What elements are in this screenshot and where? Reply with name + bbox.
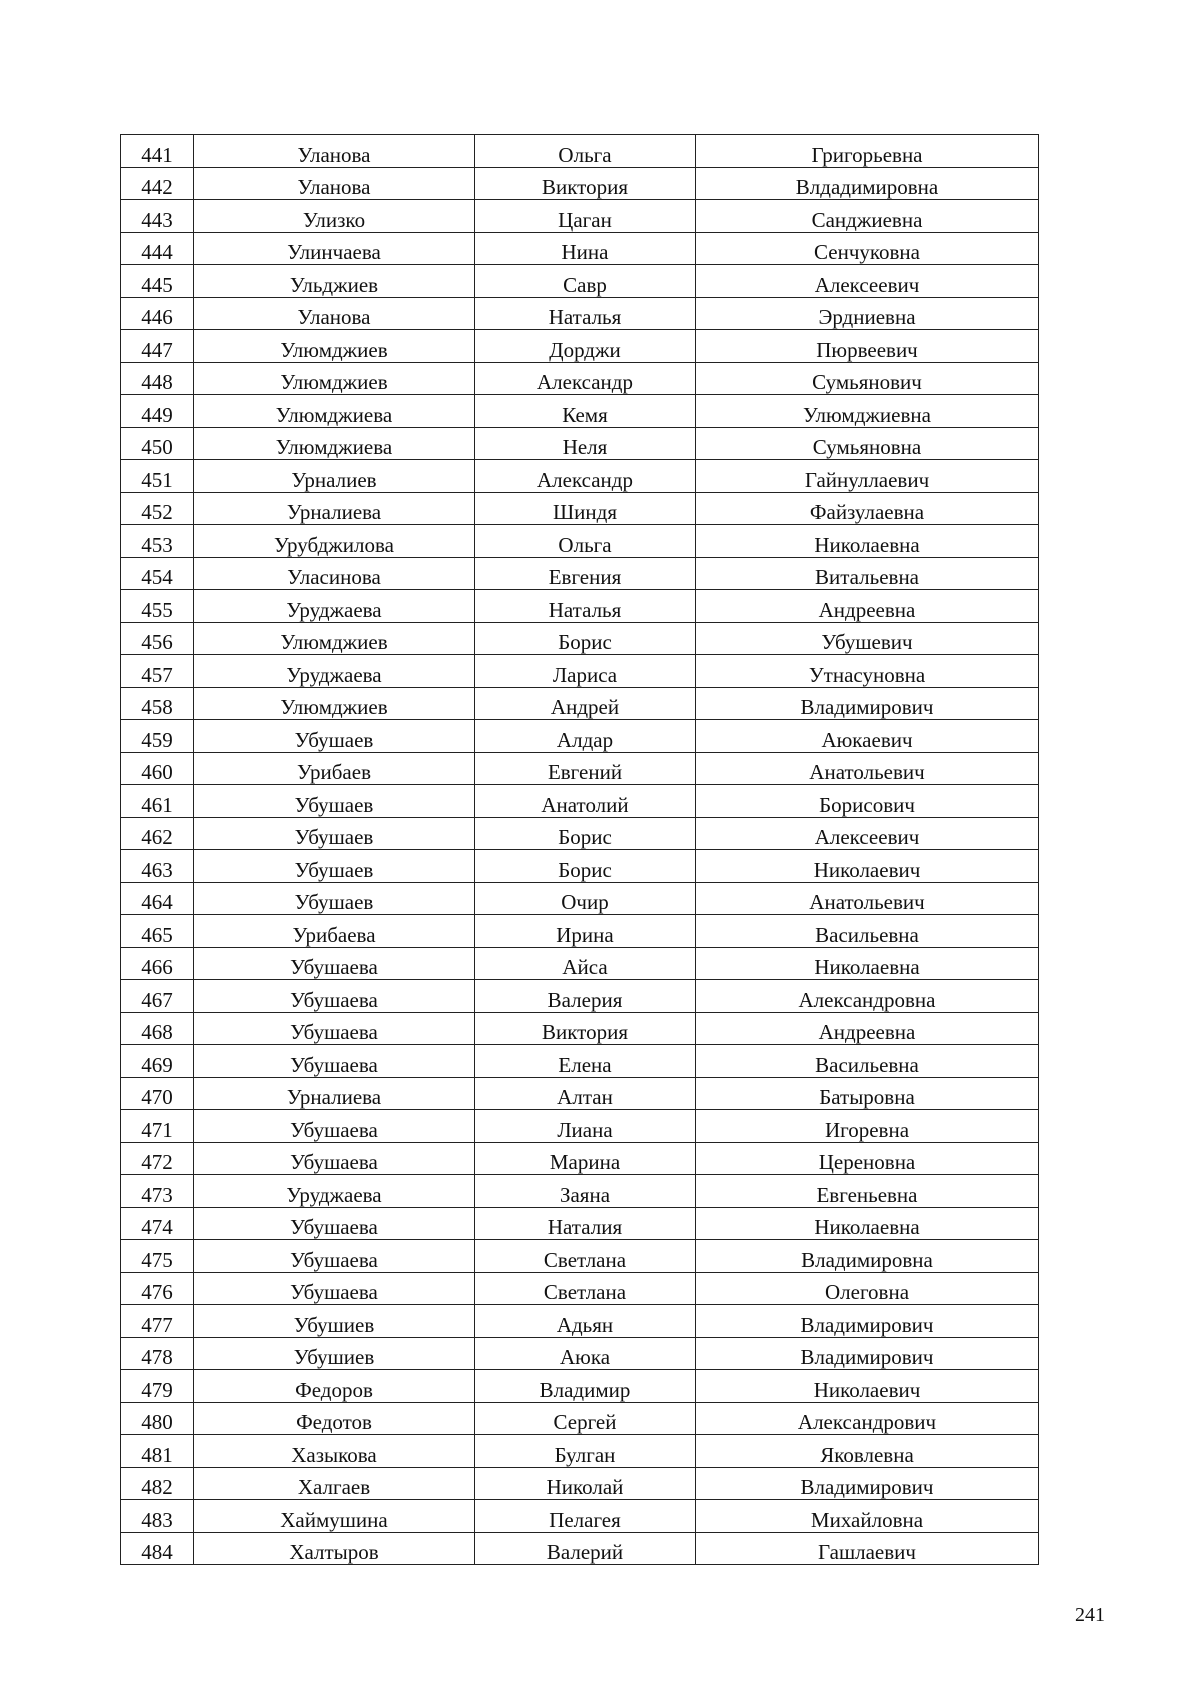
patronymic-cell: Улюмджиевна (696, 395, 1039, 428)
first-name-cell: Кемя (475, 395, 696, 428)
first-name-cell: Лариса (475, 655, 696, 688)
table-row (121, 1142, 1039, 1175)
table-row (121, 817, 1039, 850)
patronymic-cell: Николаевич (696, 850, 1039, 883)
patronymic-cell: Александровна (696, 980, 1039, 1013)
row-number-cell: 441 (121, 135, 194, 168)
table-row (121, 1500, 1039, 1533)
table-row (121, 947, 1039, 980)
first-name-cell: Лиана (475, 1110, 696, 1143)
row-number-cell: 454 (121, 557, 194, 590)
row-number-cell: 453 (121, 525, 194, 558)
row-number-cell: 452 (121, 492, 194, 525)
table-row (121, 557, 1039, 590)
first-name-cell: Марина (475, 1142, 696, 1175)
patronymic-cell: Евгеньевна (696, 1175, 1039, 1208)
patronymic-cell: Аюкаевич (696, 720, 1039, 753)
roster-table-body (121, 135, 1039, 1565)
first-name-cell: Булган (475, 1435, 696, 1468)
patronymic-cell: Андреевна (696, 1012, 1039, 1045)
table-row (121, 590, 1039, 623)
row-number-cell: 451 (121, 460, 194, 493)
row-number-cell: 443 (121, 200, 194, 233)
first-name-cell: Валерия (475, 980, 696, 1013)
first-name-cell: Ирина (475, 915, 696, 948)
patronymic-cell: Борисович (696, 785, 1039, 818)
row-number-cell: 476 (121, 1272, 194, 1305)
last-name-cell: Убушаева (194, 1012, 475, 1045)
patronymic-cell: Михайловна (696, 1500, 1039, 1533)
last-name-cell: Халтыров (194, 1532, 475, 1565)
row-number-cell: 468 (121, 1012, 194, 1045)
row-number-cell: 470 (121, 1077, 194, 1110)
row-number-cell: 466 (121, 947, 194, 980)
first-name-cell: Светлана (475, 1240, 696, 1273)
row-number-cell: 446 (121, 297, 194, 330)
last-name-cell: Улюмджиева (194, 427, 475, 460)
table-row (121, 232, 1039, 265)
patronymic-cell: Сенчуковна (696, 232, 1039, 265)
last-name-cell: Убушаева (194, 1240, 475, 1273)
first-name-cell: Дорджи (475, 330, 696, 363)
table-row (121, 1012, 1039, 1045)
patronymic-cell: Анатольевич (696, 752, 1039, 785)
last-name-cell: Халгаев (194, 1467, 475, 1500)
row-number-cell: 473 (121, 1175, 194, 1208)
table-row (121, 297, 1039, 330)
last-name-cell: Улюмджиев (194, 330, 475, 363)
last-name-cell: Хаймушина (194, 1500, 475, 1533)
patronymic-cell: Яковлевна (696, 1435, 1039, 1468)
table-row (121, 167, 1039, 200)
row-number-cell: 445 (121, 265, 194, 298)
table-row (121, 492, 1039, 525)
row-number-cell: 456 (121, 622, 194, 655)
first-name-cell: Борис (475, 622, 696, 655)
last-name-cell: Урналиева (194, 1077, 475, 1110)
row-number-cell: 475 (121, 1240, 194, 1273)
row-number-cell: 462 (121, 817, 194, 850)
last-name-cell: Убушаева (194, 1142, 475, 1175)
last-name-cell: Убушаев (194, 720, 475, 753)
first-name-cell: Борис (475, 850, 696, 883)
last-name-cell: Убушаев (194, 817, 475, 850)
last-name-cell: Урналиева (194, 492, 475, 525)
last-name-cell: Убушаева (194, 1207, 475, 1240)
row-number-cell: 442 (121, 167, 194, 200)
last-name-cell: Урубджилова (194, 525, 475, 558)
row-number-cell: 448 (121, 362, 194, 395)
table-row (121, 1110, 1039, 1143)
last-name-cell: Убушаева (194, 1110, 475, 1143)
table-row (121, 1175, 1039, 1208)
table-row (121, 1402, 1039, 1435)
table-row (121, 980, 1039, 1013)
table-row (121, 1467, 1039, 1500)
row-number-cell: 474 (121, 1207, 194, 1240)
first-name-cell: Алдар (475, 720, 696, 753)
table-row (121, 785, 1039, 818)
last-name-cell: Уланова (194, 297, 475, 330)
patronymic-cell: Владимирович (696, 1337, 1039, 1370)
last-name-cell: Уланова (194, 135, 475, 168)
table-row (121, 1370, 1039, 1403)
first-name-cell: Аюка (475, 1337, 696, 1370)
patronymic-cell: Гайнуллаевич (696, 460, 1039, 493)
first-name-cell: Айса (475, 947, 696, 980)
page-number: 241 (1075, 1604, 1105, 1626)
patronymic-cell: Васильевна (696, 915, 1039, 948)
table-row (121, 525, 1039, 558)
table-row (121, 1305, 1039, 1338)
first-name-cell: Заяна (475, 1175, 696, 1208)
patronymic-cell: Николаевна (696, 947, 1039, 980)
row-number-cell: 481 (121, 1435, 194, 1468)
table-row (121, 1337, 1039, 1370)
table-row (121, 687, 1039, 720)
last-name-cell: Улюмджиева (194, 395, 475, 428)
row-number-cell: 460 (121, 752, 194, 785)
patronymic-cell: Николаевич (696, 1370, 1039, 1403)
last-name-cell: Улюмджиев (194, 687, 475, 720)
row-number-cell: 479 (121, 1370, 194, 1403)
first-name-cell: Алтан (475, 1077, 696, 1110)
patronymic-cell: Александрович (696, 1402, 1039, 1435)
table-row (121, 1207, 1039, 1240)
row-number-cell: 464 (121, 882, 194, 915)
first-name-cell: Александр (475, 362, 696, 395)
table-row (121, 460, 1039, 493)
patronymic-cell: Николаевна (696, 1207, 1039, 1240)
patronymic-cell: Убушевич (696, 622, 1039, 655)
roster-table (120, 134, 1039, 1565)
last-name-cell: Убушаев (194, 882, 475, 915)
table-row (121, 1272, 1039, 1305)
last-name-cell: Убушаева (194, 1045, 475, 1078)
row-number-cell: 457 (121, 655, 194, 688)
table-row (121, 850, 1039, 883)
first-name-cell: Борис (475, 817, 696, 850)
last-name-cell: Уласинова (194, 557, 475, 590)
last-name-cell: Уланова (194, 167, 475, 200)
table-row (121, 1045, 1039, 1078)
table-row (121, 265, 1039, 298)
first-name-cell: Николай (475, 1467, 696, 1500)
patronymic-cell: Файзулаевна (696, 492, 1039, 525)
row-number-cell: 469 (121, 1045, 194, 1078)
table-row (121, 200, 1039, 233)
first-name-cell: Валерий (475, 1532, 696, 1565)
last-name-cell: Уруджаева (194, 590, 475, 623)
row-number-cell: 449 (121, 395, 194, 428)
table-row (121, 1435, 1039, 1468)
first-name-cell: Савр (475, 265, 696, 298)
row-number-cell: 461 (121, 785, 194, 818)
last-name-cell: Убушаев (194, 850, 475, 883)
last-name-cell: Урибаев (194, 752, 475, 785)
row-number-cell: 455 (121, 590, 194, 623)
patronymic-cell: Анатольевич (696, 882, 1039, 915)
first-name-cell: Ольга (475, 135, 696, 168)
table-row (121, 622, 1039, 655)
patronymic-cell: Васильевна (696, 1045, 1039, 1078)
first-name-cell: Светлана (475, 1272, 696, 1305)
first-name-cell: Виктория (475, 167, 696, 200)
patronymic-cell: Владимировна (696, 1240, 1039, 1273)
table-row (121, 882, 1039, 915)
last-name-cell: Убушаева (194, 980, 475, 1013)
row-number-cell: 458 (121, 687, 194, 720)
last-name-cell: Федоров (194, 1370, 475, 1403)
last-name-cell: Убушаева (194, 947, 475, 980)
row-number-cell: 450 (121, 427, 194, 460)
first-name-cell: Сергей (475, 1402, 696, 1435)
first-name-cell: Ольга (475, 525, 696, 558)
first-name-cell: Виктория (475, 1012, 696, 1045)
patronymic-cell: Сумьяновна (696, 427, 1039, 460)
row-number-cell: 467 (121, 980, 194, 1013)
last-name-cell: Урибаева (194, 915, 475, 948)
first-name-cell: Наталья (475, 590, 696, 623)
patronymic-cell: Сумьянович (696, 362, 1039, 395)
row-number-cell: 478 (121, 1337, 194, 1370)
first-name-cell: Шиндя (475, 492, 696, 525)
last-name-cell: Улинчаева (194, 232, 475, 265)
row-number-cell: 459 (121, 720, 194, 753)
last-name-cell: Улюмджиев (194, 362, 475, 395)
last-name-cell: Улизко (194, 200, 475, 233)
last-name-cell: Уруджаева (194, 1175, 475, 1208)
patronymic-cell: Владимирович (696, 687, 1039, 720)
row-number-cell: 483 (121, 1500, 194, 1533)
first-name-cell: Неля (475, 427, 696, 460)
first-name-cell: Евгения (475, 557, 696, 590)
table-row (121, 1240, 1039, 1273)
last-name-cell: Ульджиев (194, 265, 475, 298)
last-name-cell: Улюмджиев (194, 622, 475, 655)
first-name-cell: Анатолий (475, 785, 696, 818)
first-name-cell: Александр (475, 460, 696, 493)
patronymic-cell: Пюрвеевич (696, 330, 1039, 363)
table-row (121, 752, 1039, 785)
patronymic-cell: Николаевна (696, 525, 1039, 558)
table-row (121, 330, 1039, 363)
patronymic-cell: Григорьевна (696, 135, 1039, 168)
patronymic-cell: Алексеевич (696, 817, 1039, 850)
last-name-cell: Хазыкова (194, 1435, 475, 1468)
table-row (121, 362, 1039, 395)
patronymic-cell: Алексеевич (696, 265, 1039, 298)
table-row (121, 1532, 1039, 1565)
row-number-cell: 447 (121, 330, 194, 363)
last-name-cell: Убушиев (194, 1305, 475, 1338)
last-name-cell: Урналиев (194, 460, 475, 493)
last-name-cell: Федотов (194, 1402, 475, 1435)
last-name-cell: Убушиев (194, 1337, 475, 1370)
row-number-cell: 465 (121, 915, 194, 948)
table-row (121, 395, 1039, 428)
table-row (121, 427, 1039, 460)
patronymic-cell: Батыровна (696, 1077, 1039, 1110)
last-name-cell: Убушаева (194, 1272, 475, 1305)
last-name-cell: Убушаев (194, 785, 475, 818)
row-number-cell: 477 (121, 1305, 194, 1338)
row-number-cell: 472 (121, 1142, 194, 1175)
row-number-cell: 482 (121, 1467, 194, 1500)
patronymic-cell: Цереновна (696, 1142, 1039, 1175)
patronymic-cell: Гашлаевич (696, 1532, 1039, 1565)
table-row (121, 135, 1039, 168)
table-row (121, 915, 1039, 948)
table-row (121, 720, 1039, 753)
patronymic-cell: Олеговна (696, 1272, 1039, 1305)
first-name-cell: Владимир (475, 1370, 696, 1403)
row-number-cell: 444 (121, 232, 194, 265)
first-name-cell: Пелагея (475, 1500, 696, 1533)
first-name-cell: Нина (475, 232, 696, 265)
first-name-cell: Елена (475, 1045, 696, 1078)
row-number-cell: 463 (121, 850, 194, 883)
first-name-cell: Очир (475, 882, 696, 915)
table-row (121, 1077, 1039, 1110)
first-name-cell: Андрей (475, 687, 696, 720)
patronymic-cell: Санджиевна (696, 200, 1039, 233)
patronymic-cell: Владимирович (696, 1305, 1039, 1338)
patronymic-cell: Игоревна (696, 1110, 1039, 1143)
first-name-cell: Адьян (475, 1305, 696, 1338)
row-number-cell: 484 (121, 1532, 194, 1565)
first-name-cell: Евгений (475, 752, 696, 785)
patronymic-cell: Эрдниевна (696, 297, 1039, 330)
patronymic-cell: Владимирович (696, 1467, 1039, 1500)
table-row (121, 655, 1039, 688)
row-number-cell: 471 (121, 1110, 194, 1143)
first-name-cell: Наталья (475, 297, 696, 330)
patronymic-cell: Андреевна (696, 590, 1039, 623)
first-name-cell: Наталия (475, 1207, 696, 1240)
patronymic-cell: Влдадимировна (696, 167, 1039, 200)
last-name-cell: Уруджаева (194, 655, 475, 688)
row-number-cell: 480 (121, 1402, 194, 1435)
first-name-cell: Цаган (475, 200, 696, 233)
patronymic-cell: Витальевна (696, 557, 1039, 590)
patronymic-cell: Утнасуновна (696, 655, 1039, 688)
